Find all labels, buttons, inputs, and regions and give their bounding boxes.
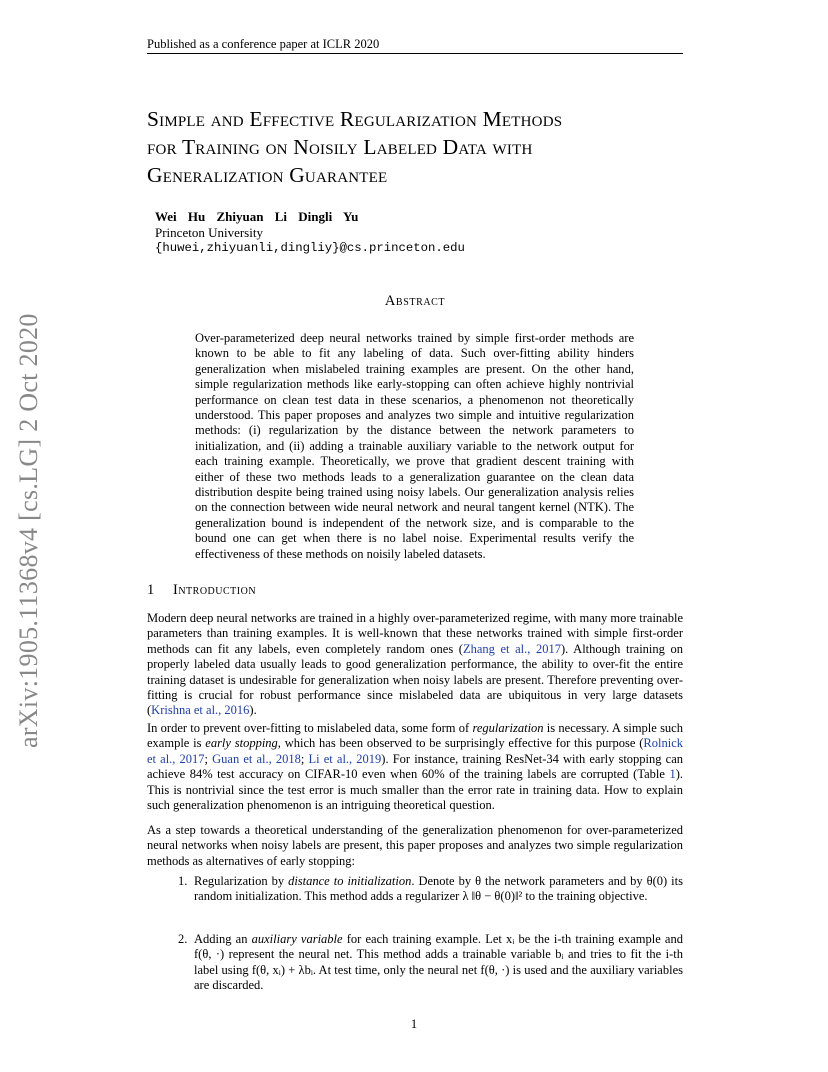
author-email[interactable]: {huwei,zhiyuanli,dingliy}@cs.princeton.edu <box>155 241 465 255</box>
list-number: 2. <box>178 932 188 946</box>
list-text <box>194 874 683 905</box>
text-run: ; <box>300 751 309 766</box>
text-run: , which has been observed to be surprisingly effective for this purpose ( <box>277 736 644 751</box>
list-item <box>178 874 683 905</box>
abstract-text: Over-parameterized deep neural networks trained by simple first-order methods are known to be able to fit any labeling of data. Such over-fitting ability hinders generalization when mislabeled training examples are present. On the other hand, simple regularization methods like early-stopping can often achieve highly nontrivial performance on clean test data in these scenarios, a phenomenon not theoretically understood. This paper proposes and analyzes two simple and intuitive regularization methods: (i) regularization by the distance between the network parameters to initialization, and (ii) adding a trainable auxiliary variable to the network output for each training example. Theoretically, we prove that gradient descent training with either of these two methods leads to a generalization guarantee on the clean data distribution despite being trained using noisy labels. Our generalization analysis relies on the connection between wide neural network and neural tangent kernel (NTK). The generalization bound is independent of the network size, and is comparable to the bound one can get when there is no label noise. Experimental results verify the effectiveness of these methods on noisily labeled datasets. <box>195 331 634 561</box>
section-number: 1 <box>147 582 155 598</box>
text-run: ). This is nontrivial since the test error is much smaller than the error rate in training data. How to explain such generalization phenomenon is an intriguing theoretical question. <box>147 767 683 813</box>
citation-link[interactable]: Zhang et al., 2017 <box>462 641 561 656</box>
text-run: ). <box>249 703 257 718</box>
text-run: ; <box>204 751 213 766</box>
abstract-heading: Abstract <box>384 293 446 309</box>
text-run: Regularization by <box>194 874 289 888</box>
emphasis-text: regularization <box>472 721 544 735</box>
header-rule <box>147 53 683 54</box>
section-title: Introduction <box>173 582 257 598</box>
title-line-2: for Training on Noisily Labeled Data with <box>147 135 533 159</box>
arxiv-stamp: arXiv:1905.11368v4 [cs.LG] 2 Oct 2020 <box>14 313 43 748</box>
table-ref-link[interactable]: 1 <box>669 767 676 782</box>
intro-paragraph-2 <box>147 721 683 813</box>
text-run: is necessary. A simple such example is <box>147 721 683 751</box>
affiliation: Princeton University <box>155 225 263 240</box>
section-heading <box>147 582 256 599</box>
list-number: 1. <box>178 874 188 888</box>
paper-title <box>147 105 707 189</box>
title-line-3: Generalization Guarantee <box>147 163 388 187</box>
citation-link[interactable]: Rolnick et al., 2017 <box>147 736 683 766</box>
emphasis-text: distance to initialization <box>288 874 412 888</box>
list-text <box>194 932 683 994</box>
list-item <box>178 932 683 994</box>
emphasis-text: early stopping <box>205 736 278 751</box>
emphasis-text: auxiliary variable <box>251 932 343 946</box>
citation-link[interactable]: Guan et al., 2018 <box>212 751 301 766</box>
intro-paragraph-3: As a step towards a theoretical understanding of the generalization phenomenon for over-parameterized neural networks when noisy labels are present, this paper proposes and analyzes two simple regularization methods as alternatives of early stopping: <box>147 823 683 868</box>
text-run: ). Although training on properly labeled data usually leads to good generalization performance, the ability to over-fit the entire training dataset is undesirable for generalization when noisy labels are present. Therefore preventing over-fitting is crucial for robust performance since mislabeled data are ubiquitous in very large datasets ( <box>147 641 683 718</box>
text-run: . Denote by θ the network parameters and by θ(0) its random initialization. This method adds a regularizer λ ‖θ − θ(0)‖² to the training objective. <box>194 874 683 904</box>
text-run: for each training example. Let xᵢ be the i-th training example and f(θ, ·) represent the neural net. This method adds a trainable variable bᵢ and tries to fit the i-th label using f(θ, xᵢ) + λbᵢ. At test time, only the neural net f(θ, ·) is used and the auxiliary variables are discarded. <box>194 932 683 993</box>
title-line-1: Simple and Effective Regularization Methods <box>147 107 563 131</box>
intro-paragraph-1 <box>147 611 683 719</box>
running-header: Published as a conference paper at ICLR 2020 <box>147 37 380 51</box>
text-run: Adding an <box>194 932 252 946</box>
text-run: ). For instance, training ResNet-34 with early stopping can achieve 84% test accuracy on CIFAR-10 even when 60% of the training labels are corrupted (Table <box>147 751 683 782</box>
citation-link[interactable]: Li et al., 2019 <box>308 751 382 766</box>
author-names: Wei Hu Zhiyuan Li Dingli Yu <box>155 209 359 224</box>
text-run: In order to prevent over-fitting to mislabeled data, some form of <box>147 721 473 735</box>
page-number: 1 <box>410 1017 418 1031</box>
citation-link[interactable]: Krishna et al., 2016 <box>151 703 250 718</box>
text-run: Modern deep neural networks are trained in a highly over-parameterized regime, with many more trainable parameters than training examples. It is well-known that these networks trained with simple first-order methods can fit any labels, even completely random ones ( <box>147 611 683 656</box>
